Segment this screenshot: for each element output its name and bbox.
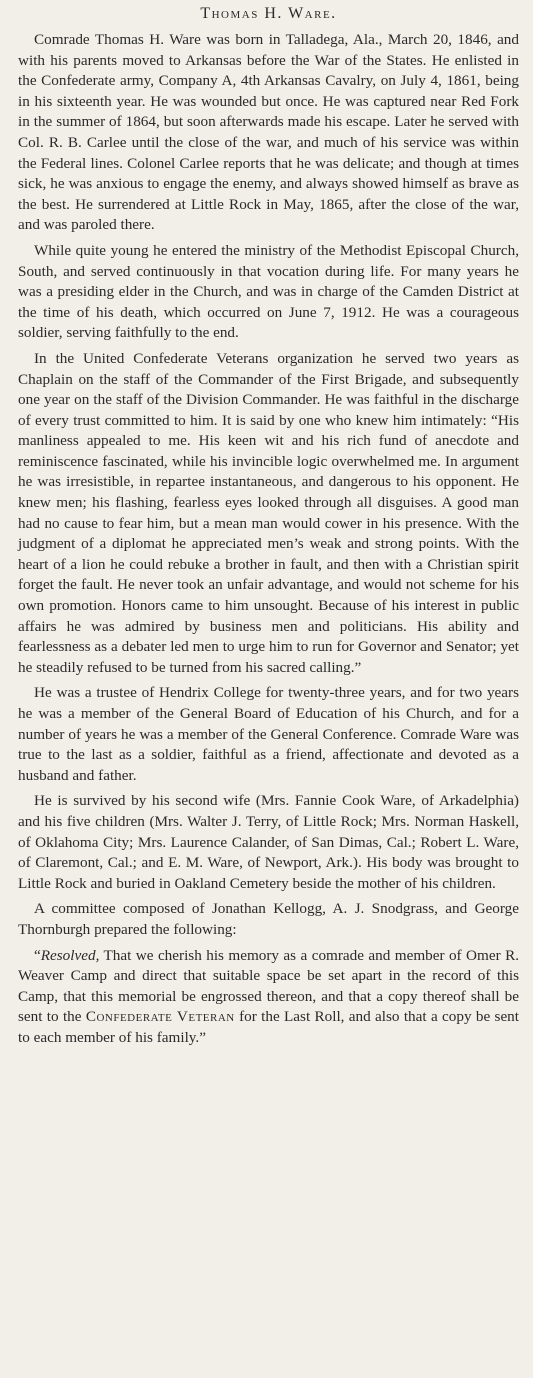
publication-name: Confederate Veteran [85,1008,235,1026]
paragraph-survivors: He is survived by his second wife (Mrs. Fannie Cook Ware, of Arkadelphia) and his five children (Mrs. Walter J. Terry, of Little Rock; Mrs. Norman Haskell, of Oklahoma City; Mrs. Laurence Calander, of San Dimas, Cal.; Robert L. Ware, of Claremont, Cal.; and E. M. Ware, of Newport, Ark.). His body was brought to Little Rock and buried in Oakland Cemetery beside the mother of his children. [18,792,519,892]
resolution-text-part-2: for the Last Roll, and also that a copy be sent to each member of his family.” [18,1008,519,1046]
paragraph-committee: A committee composed of Jonathan Kellogg, A. J. Snodgrass, and George Thornburgh prepared the following: [18,900,519,938]
paragraph-biography: Comrade Thomas H. Ware was born in Talladega, Ala., March 20, 1846, and with his parents moved to Arkansas before the War of the States. He enlisted in the Confederate army, Company A, 4th Arkansas Cavalry, on July 4, 1861, being in his sixteenth year. He was wounded but once. He was captured near Red Fork in the summer of 1864, but soon afterwards made his escape. Later he served with Col. R. B. Carlee until the close of the war, and much of his service was within the Federal lines. Colonel Carlee reports that he was delicate; and though at times sick, he was anxious to engage the enemy, and always showed himself as brave as the best. He surrendered at Little Rock in May, 1865, after the close of the war, and was paroled there. [18,31,519,234]
resolved-word: Resolved, [40,946,100,964]
page-title: Thomas H. Ware. [200,5,337,22]
paragraph-ucv-service: In the United Confederate Veterans organization he served two years as Chaplain on the staff of the Commander of the First Brigade, and subsequently one year on the staff of the Division Commander. He was faithful in the discharge of every trust committed to him. It is said by one who knew him intimately: “His manliness appealed to me. His keen wit and his rich fund of anecdote and reminiscence fascinated, while his invincible logic overwhelmed me. In argument he was irresistible, in repartee instantaneous, and dangerous to his opponent. He knew men; his flashing, fearless eyes looked through all disguises. A good man had no cause to fear him, but a mean man would cower in his presence. With the judgment of a diplomat he appreciated men’s weak and strong points. With the heart of a lion he could rebuke a brother in fault, and then with a Christian spirit forget the fault. He never took an unfair advantage, and would not scheme for his own promotion. Honors came to him unsought. Because of his interest in public affairs he was admired by business men and politicians. His ability and fearlessness as a debater led men to urge him to run for Governor and Senator; yet he steadily refused to be turned from his sacred calling.” [18,349,519,676]
resolution-open-quote: “ [34,946,41,964]
paragraph-ministry: While quite young he entered the ministry of the Methodist Episcopal Church, South, and served continuously in that vocation during life. For many years he was a presiding elder in the Church, and was in charge of the Camden District at the time of his death, which occurred on June 7, 1912. He was a courageous soldier, serving faithfully to the end. [18,241,519,342]
resolution-text-part-1: That we cherish his memory as a comrade and member of Omer R. Weaver Camp and direct that suitable space be set apart in the record of this Camp, that this memorial be engrossed thereon, and that a copy thereof shall be sent to the [18,946,519,1026]
paragraph-resolution [18,946,519,1049]
paragraph-trustee: He was a trustee of Hendrix College for twenty-three years, and for two years he was a member of the General Board of Education of his Church, and for a number of years he was a member of the General Conference. Comrade Ware was true to the last as a soldier, faithful as a friend, affectionate and devoted as a husband and father. [18,684,519,784]
